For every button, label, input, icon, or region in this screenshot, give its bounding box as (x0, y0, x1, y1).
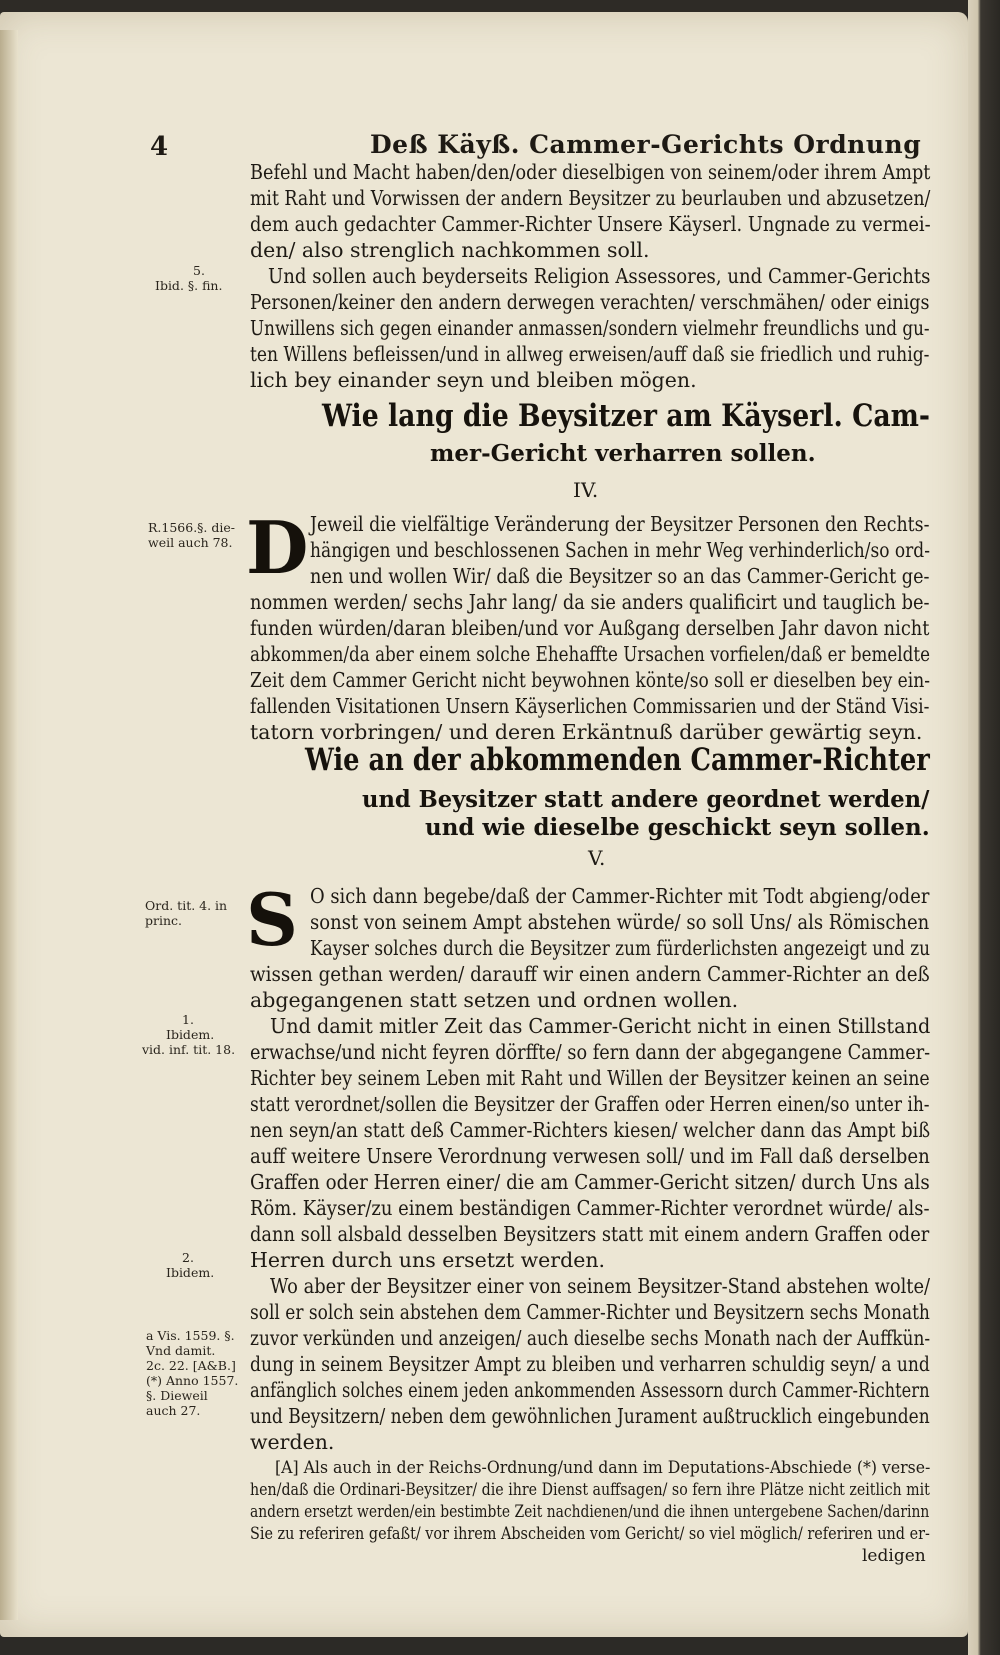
section-heading: Wie lang die Beysitzer am Käyserl. Cam- (322, 398, 931, 434)
text-line: anfänglich solches einem jeden ankommenden Assessorn durch Cammer-Richtern (250, 1378, 930, 1402)
margin-note-number: 1. (182, 1012, 194, 1027)
margin-note: weil auch 78. (148, 535, 233, 550)
page-edge-right (968, 0, 1000, 1655)
margin-note: auch 27. (146, 1403, 201, 1418)
text-line: Unwillens sich gegen einander anmassen/sondern vielmehr freundlichs und gu- (250, 316, 930, 340)
margin-note-number: 2. (182, 1250, 194, 1265)
text-line: nommen werden/ sechs Jahr lang/ da sie anders qualificirt und tauglich be- (250, 590, 930, 614)
text-line: nen seyn/an statt deß Cammer-Richters kiesen/ welcher dann das Ampt biß (250, 1118, 931, 1142)
text-line: lich bey einander seyn und bleiben mögen. (250, 368, 697, 392)
margin-note: 2c. 22. [A&B.] (146, 1358, 236, 1373)
text-line: dung in seinem Beysitzer Ampt zu bleiben und verharren schuldig seyn/ a und (250, 1352, 930, 1376)
annotation-line: Sie zu referiren gefaßt/ vor ihrem Abscheiden vom Gericht/ so viel möglich/ referiren und er- (250, 1524, 930, 1544)
text-line: Röm. Käyser/zu einem beständigen Cammer-Richter verordnet würde/ als- (250, 1196, 930, 1220)
text-line: mit Raht und Vorwissen der andern Beysitzer zu beurlauben und abzusetzen/ (250, 186, 931, 210)
text-line: O sich dann begebe/daß der Cammer-Richter mit Todt abgieng/oder (310, 884, 930, 908)
text-line: nen und wollen Wir/ daß die Beysitzer so an das Cammer-Gericht ge- (310, 564, 930, 588)
text-line: ten Willens befleissen/und in allweg erweisen/auff daß sie friedlich und ruhig- (250, 342, 930, 366)
text-line: Herren durch uns ersetzt werden. (250, 1248, 606, 1272)
text-line: Befehl und Macht haben/den/oder dieselbigen von seinem/oder ihrem Ampt (250, 160, 931, 184)
text-line: hängigen und beschlossenen Sachen in mehr Weg verhinderlich/so ord- (310, 538, 930, 562)
text-line: soll er solch sein abstehen dem Cammer-Richter und Beysitzern sechs Monath (250, 1300, 930, 1324)
text-line: dann soll alsbald desselben Beysitzers statt mit einem andern Graffen oder (250, 1222, 930, 1246)
margin-note: (*) Anno 1557. (146, 1373, 239, 1388)
text-line: wissen gethan werden/ darauff wir einen andern Cammer-Richter an deß (250, 962, 930, 986)
text-line: auff weitere Unsere Verordnung verwesen soll/ und im Fall daß derselben (250, 1144, 930, 1168)
text-line: Richter bey seinem Leben mit Raht und Willen der Beysitzer keinen an seine (250, 1066, 930, 1090)
drop-capital: S (246, 877, 298, 962)
margin-note: Ibidem. (166, 1027, 215, 1042)
margin-note: princ. (145, 913, 182, 928)
text-line: funden würden/daran bleiben/und vor Außgang derselben Jahr davon nicht (250, 616, 930, 640)
section-numeral: IV. (573, 478, 599, 502)
section-heading: Wie an der abkommenden Cammer-Richter (305, 742, 930, 778)
margin-note: Vnd damit. (146, 1343, 216, 1358)
text-line: zuvor verkünden und anzeigen/ auch dieselbe sechs Monath nach der Auffkün- (250, 1326, 931, 1350)
margin-note: a Vis. 1559. §. (146, 1328, 235, 1343)
text-line: erwachse/und nicht feyren dörffte/ so fern dann der abgegangene Cammer- (250, 1040, 931, 1064)
catchword: ledigen (862, 1546, 926, 1566)
margin-note: §. Dieweil (146, 1388, 208, 1403)
text-line: Jeweil die vielfältige Veränderung der Beysitzer Personen den Rechts- (310, 512, 930, 536)
margin-note: R.1566.§. die- (148, 520, 235, 535)
text-line: Kayser solches durch die Beysitzer zum fürderlichsten angezeigt und zu (310, 936, 931, 960)
drop-capital: D (246, 505, 309, 590)
text-line: Und damit mitler Zeit das Cammer-Gericht nicht in einen Stillstand (270, 1014, 931, 1038)
section-heading: und wie dieselbe geschickt seyn sollen. (425, 814, 930, 841)
text-line: dem auch gedachter Cammer-Richter Unsere Käyserl. Ungnade zu vermei- (250, 212, 931, 236)
text-line: sonst von seinem Ampt abstehen würde/ so soll Uns/ als Römischen (310, 910, 930, 934)
running-head: Deß Käyß. Cammer-Gerichts Ordnung (370, 130, 922, 159)
page-number: 4 (150, 132, 169, 162)
text-line: werden. (250, 1430, 335, 1454)
page-gutter (0, 30, 18, 1620)
annotation-line: hen/daß die Ordinari-Beysitzer/ die ihre Dienst auffsagen/ so fern ihre Plätze nicht zeitlich mit (250, 1480, 930, 1500)
text-line: abkommen/da aber einem solche Ehehaffte Ursachen vorfielen/daß er bemeldte (250, 642, 931, 666)
section-heading: und Beysitzer statt andere geordnet werden/ (362, 786, 930, 813)
text-line: und Beysitzern/ neben dem gewöhnlichen Jurament außtrucklich eingebunden (250, 1404, 930, 1428)
text-line: fallenden Visitationen Unsern Käyserlichen Commissarien und der Ständ Visi- (250, 694, 930, 718)
margin-note: Ibidem. (166, 1265, 215, 1280)
annotation-line: [A] Als auch in der Reichs-Ordnung/und dann im Deputations-Abschiede (*) verse- (275, 1458, 931, 1478)
text-line: Wo aber der Beysitzer einer von seinem Beysitzer-Stand abstehen wolte/ (270, 1274, 931, 1298)
annotation-line: andern ersetzt werden/ein bestimbte Zeit nachdienen/und die ihnen untergebene Sachen/darinn (250, 1502, 930, 1522)
margin-note: vid. inf. tit. 18. (142, 1042, 236, 1057)
text-line: Graffen oder Herren einer/ die am Cammer-Gericht sitzen/ durch Uns als (250, 1170, 930, 1194)
margin-note: Ibid. §. fin. (155, 278, 223, 293)
text-line: statt verordnet/sollen die Beysitzer der Graffen oder Herren einen/so unter ih- (250, 1092, 930, 1116)
text-line: tatorn vorbringen/ und deren Erkäntnuß darüber gewärtig seyn. (250, 720, 923, 744)
text-line: abgegangenen statt setzen und ordnen wollen. (250, 988, 739, 1012)
text-line: Personen/keiner den andern derwegen verachten/ verschmähen/ oder einigs (250, 290, 930, 314)
text-line: den/ also strenglich nachkommen soll. (250, 238, 650, 262)
text-line: Zeit dem Cammer Gericht nicht beywohnen könte/so soll er dieselben bey ein- (250, 668, 931, 692)
text-line: Und sollen auch beyderseits Religion Assessores, und Cammer-Gerichts (268, 264, 931, 288)
margin-note-number: 5. (193, 263, 205, 278)
section-heading: mer-Gericht verharren sollen. (430, 440, 816, 467)
section-numeral: V. (588, 846, 606, 870)
margin-note: Ord. tit. 4. in (145, 898, 228, 913)
